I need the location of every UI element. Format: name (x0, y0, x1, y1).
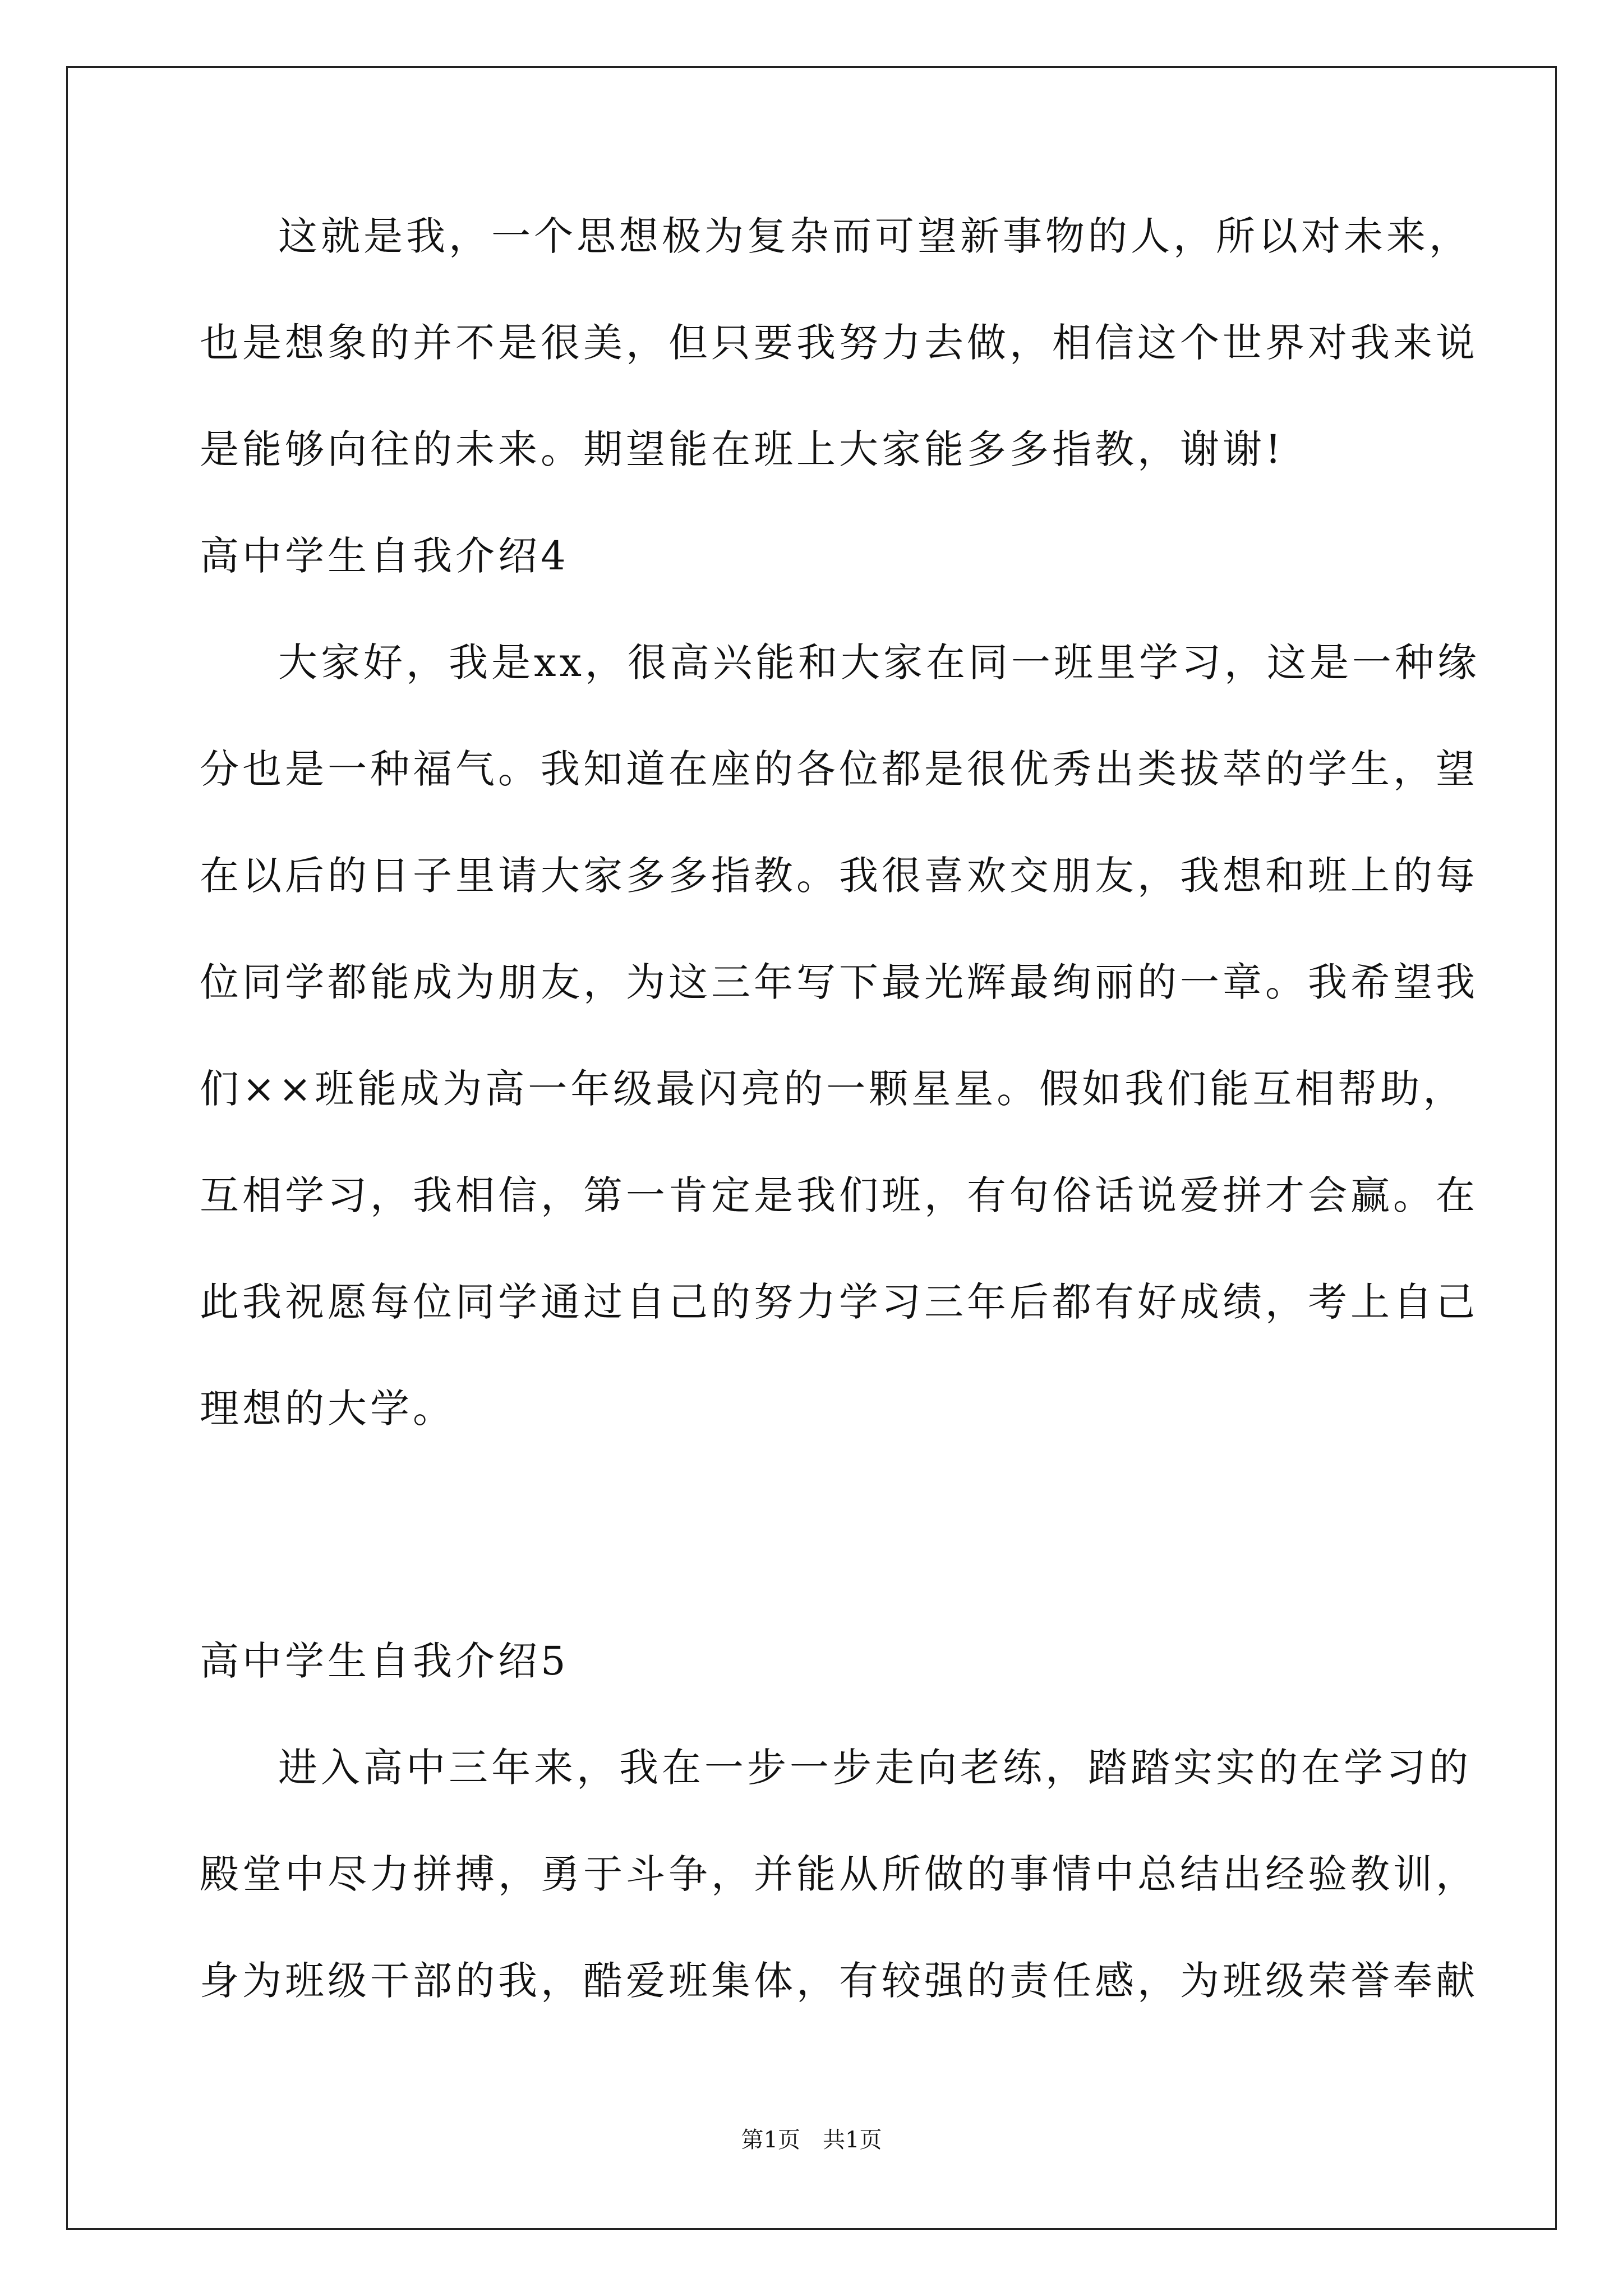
paragraph-line: 分也是一种福气。我知道在座的各位都是很优秀出类拔萃的学生，望 (200, 746, 1478, 792)
page-border (66, 66, 1557, 2230)
page-number-footer: 第1页 共1页 (741, 2127, 882, 2153)
paragraph-line: 这就是我，一个思想极为复杂而可望新事物的人，所以对未来， (278, 213, 1472, 259)
paragraph-line: 进入高中三年来，我在一步一步走向老练，踏踏实实的在学习的 (278, 1745, 1472, 1791)
section-heading: 高中学生自我介绍5 (200, 1638, 569, 1684)
paragraph-line: 位同学都能成为朋友，为这三年写下最光辉最绚丽的一章。我希望我 (200, 959, 1478, 1005)
paragraph-line: 殿堂中尽力拼搏，勇于斗争，并能从所做的事情中总结出经验教训， (200, 1851, 1478, 1897)
paragraph-line: 此我祝愿每位同学通过自己的努力学习三年后都有好成绩，考上自己 (200, 1279, 1478, 1325)
paragraph-line: 在以后的日子里请大家多多指教。我很喜欢交朋友，我想和班上的每 (200, 853, 1478, 899)
paragraph-line: 是能够向往的未来。期望能在班上大家能多多指教，谢谢! (200, 426, 1285, 472)
paragraph-line: 身为班级干部的我，酷爱班集体，有较强的责任感，为班级荣誉奉献 (200, 1958, 1478, 2004)
paragraph-line: 理想的大学。 (200, 1386, 455, 1432)
paragraph-line: 互相学习，我相信，第一肯定是我们班，有句俗话说爱拼才会赢。在 (200, 1172, 1478, 1218)
paragraph-line: 大家好，我是xx，很高兴能和大家在同一班里学习，这是一种缘 (278, 639, 1480, 685)
paragraph-line: 也是想象的并不是很美，但只要我努力去做，相信这个世界对我来说 (200, 320, 1478, 366)
paragraph-line: 们××班能成为高一年级最闪亮的一颗星星。假如我们能互相帮助， (200, 1066, 1466, 1112)
section-heading: 高中学生自我介绍4 (200, 533, 569, 579)
